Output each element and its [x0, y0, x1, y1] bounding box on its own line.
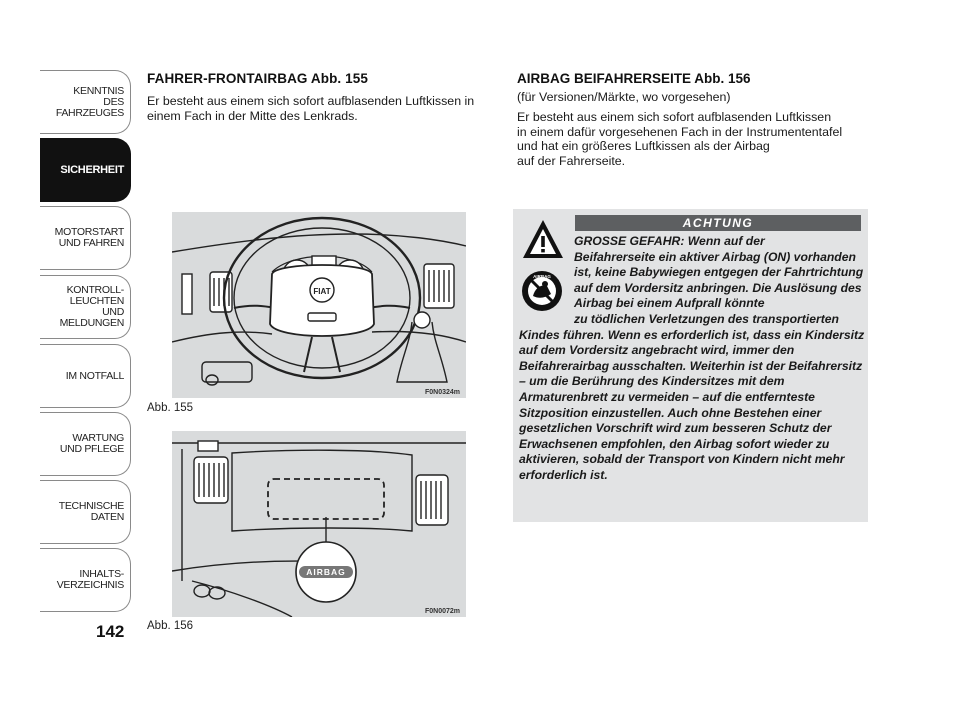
warning-intro: GROSSE GEFAHR: Wenn auf der [574, 234, 765, 248]
figure-code: F0N0324m [424, 389, 460, 396]
passenger-airbag-subheading: (für Versionen/Märkte, wo vorgesehen) [517, 90, 731, 104]
tab-inhaltsverzeichnis[interactable]: INHALTS- VERZEICHNIS [40, 548, 131, 612]
warning-box [513, 209, 868, 522]
warning-text [519, 234, 865, 484]
tab-im-notfall[interactable]: IM NOTFALL [40, 344, 131, 408]
driver-airbag-text: Er besteht aus einem sich sofort aufblasenden Luftkissen in einem Fach in der Mitte des Lenkrads. [147, 94, 475, 123]
fiat-logo: FIAT [313, 287, 331, 296]
warning-indented: Beifahrerseite ein aktiver Airbag (ON) vorhanden ist, keine Babywiegen entgegen der Fahrtrichtung auf dem Vordersitz anbringen. Die Auslösung des Airbag bei einem Aufprall könnte [574, 249, 864, 311]
icon-airbag-label: AIRBAG [533, 274, 551, 279]
figure-code: F0N0072m [424, 608, 460, 615]
page-number: 142 [96, 622, 125, 641]
tab-motorstart-und-fahren[interactable]: MOTORSTART UND FAHREN [40, 206, 131, 270]
warning-body: zu tödlichen Verletzungen des transportierten Kindes führen. Wenn es erforderlich ist, dass ein Kindersitz auf dem Vordersitz angebracht wird, immer den Beifahrerairbag ausschalten. Weiterhin ist der Beifahrersitz – um die Berührung des Kindersitzes mit dem Armaturenbrett zu vermeiden – auf die entfernteste Sitzposition einzustellen. Auch ohne Bestehen einer gesetzlichen Vorschrift wird zum besseren Schutz der Erwachsenen empfohlen, den Airbag sofort wieder zu aktivieren, sobald der Transport von Kindern nicht mehr erforderlich ist. [519, 311, 865, 482]
figure-passenger-airbag [172, 431, 466, 617]
tab-technische-daten[interactable]: TECHNISCHE DATEN [40, 480, 131, 544]
tab-kontrollleuchten[interactable]: KONTROLL- LEUCHTEN UND MELDUNGEN [40, 275, 131, 339]
passenger-airbag-illustration [172, 431, 466, 617]
passenger-airbag-text: Er besteht aus einem sich sofort aufblasenden Luftkissen in einem dafür vorgesehenen Fach in der Instrumententafel und hat ein größeres Luftkissen als der Airbag auf der Fahrerseite. [517, 110, 843, 168]
tab-kenntnis-des-fahrzeuges[interactable]: KENNTNIS DES FAHRZEUGES [40, 70, 131, 134]
tab-wartung-und-pflege[interactable]: WARTUNG UND PFLEGE [40, 412, 131, 476]
figure-caption: Abb. 155 [147, 402, 194, 414]
passenger-airbag-heading: AIRBAG BEIFAHRERSEITE Abb. 156 [517, 71, 751, 86]
figure-steering-wheel [172, 212, 466, 398]
airbag-label: AIRBAG [306, 567, 346, 577]
steering-wheel-illustration [172, 212, 466, 398]
figure-caption: Abb. 156 [147, 620, 194, 632]
tab-sicherheit[interactable]: SICHERHEIT [40, 138, 131, 202]
driver-airbag-heading: FAHRER-FRONTAIRBAG Abb. 155 [147, 71, 368, 86]
warning-title: ACHTUNG [575, 215, 861, 231]
